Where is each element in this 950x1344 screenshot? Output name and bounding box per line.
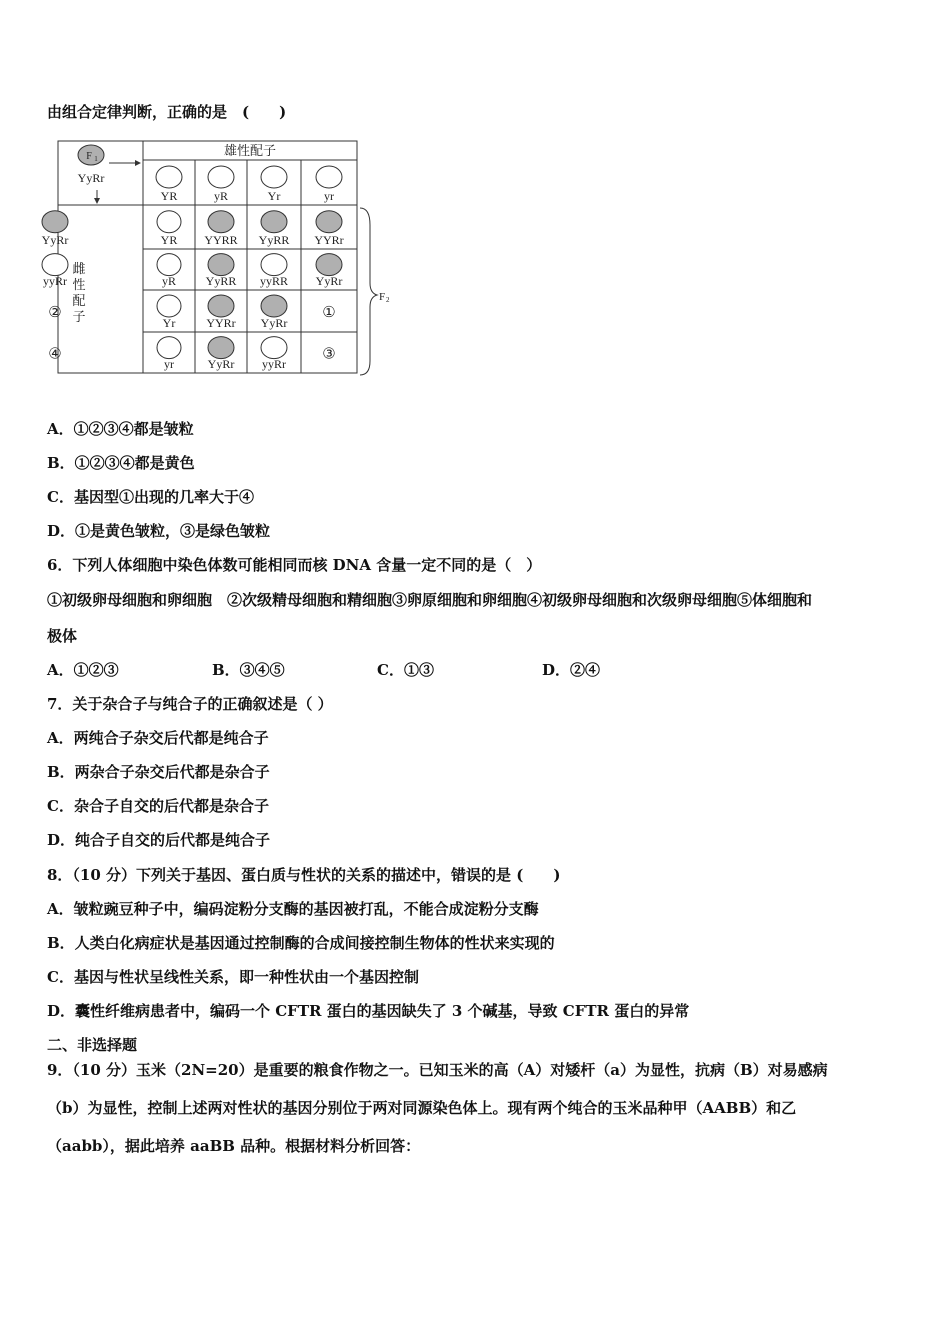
blank-cell-number: ④ [48, 346, 62, 363]
q7-option-b: B．两杂合子杂交后代都是杂合子 [47, 763, 270, 781]
q9-line3: （aabb），据此培养 aaBB 品种。根据材料分析回答： [47, 1137, 421, 1155]
arrow-right-head [135, 160, 141, 166]
f1-label: F [86, 151, 92, 162]
male-gamete-circle [208, 166, 234, 188]
q6-option-d: D．②④ [542, 661, 601, 679]
male-gamete-circle [156, 166, 182, 188]
f2-label: F [379, 291, 386, 303]
female-gamete-circle [157, 337, 181, 359]
offspring-genotype: yyRr [262, 357, 286, 371]
arrow-down-head [94, 198, 100, 204]
q5-option-c: C．基因型①出现的几率大于④ [47, 488, 254, 506]
female-gamete-header-char: 雌 [72, 261, 86, 276]
q5-option-d: D．①是黄色皱粒，③是绿色皱粒 [47, 522, 271, 540]
blank-cell-number: ② [48, 305, 62, 321]
male-gamete-label: YR [160, 189, 178, 203]
section-title: 二、非选择题 [47, 1036, 138, 1054]
offspring-circle [261, 211, 287, 233]
offspring-genotype: yyRr [43, 274, 67, 288]
offspring-genotype: YyRR [205, 274, 237, 288]
offspring-genotype: YYRr [314, 233, 344, 247]
offspring-circle [316, 211, 342, 233]
q9-line2: （b）为显性，控制上述两对性状的基因分别位于两对同源染色体上。现有两个纯合的玉米品种甲（AABB）和乙 [47, 1099, 797, 1117]
offspring-circle [208, 337, 234, 359]
offspring-circle [42, 254, 68, 276]
f2-brace [360, 208, 377, 375]
female-gamete-circle [157, 211, 181, 233]
male-gamete-header: 雄性配子 [223, 143, 277, 158]
q5-option-b: B．①②③④都是黄色 [47, 454, 195, 472]
male-gamete-label: yR [213, 189, 229, 203]
offspring-genotype: YyRR [258, 233, 290, 247]
offspring-circle [261, 254, 287, 276]
female-gamete-label: Yr [162, 316, 176, 330]
female-gamete-header-char: 配 [72, 293, 86, 308]
q9-line1: 9．（10 分）玉米（2N=20）是重要的粮食作物之一。已知玉米的高（A）对矮杆（a）为显性，抗病（B）对易感病 [47, 1061, 828, 1079]
q5-intro: 由组合定律判断，正确的是 ( ) [47, 103, 287, 121]
female-gamete-label: yR [161, 274, 177, 288]
q6-option-b: B．③④⑤ [212, 661, 285, 679]
f1-subscript: 1 [94, 155, 98, 163]
q8-stem: 8．（10 分）下列关于基因、蛋白质与性状的关系的描述中，错误的是 ( ) [47, 866, 561, 884]
q8-option-b: B．人类白化病症状是基因通过控制酶的合成间接控制生物体的性状来实现的 [47, 934, 555, 952]
q7-stem: 7．关于杂合子与纯合子的正确叙述是（ ） [47, 695, 333, 713]
male-gamete-circle [316, 166, 342, 188]
male-gamete-circle [261, 166, 287, 188]
q6-items-line1: ①初级卵母细胞和卵细胞 ②次级精母细胞和精细胞③卵原细胞和卵细胞④初级卵母细胞和次级卵母细胞⑤体细胞和 [47, 591, 813, 609]
q8-option-a: A．皱粒豌豆种子中，编码淀粉分支酶的基因被打乱，不能合成淀粉分支酶 [47, 900, 539, 918]
offspring-genotype: YyRr [260, 316, 288, 330]
offspring-circle [261, 337, 287, 359]
male-gamete-label: yr [324, 189, 334, 203]
q7-option-c: C．杂合子自交的后代都是杂合子 [47, 797, 269, 815]
offspring-circle [208, 254, 234, 276]
female-gamete-label: YR [160, 233, 178, 247]
offspring-circle [316, 254, 342, 276]
q8-option-c: C．基因与性状呈线性关系，即一种性状由一个基因控制 [47, 968, 419, 986]
offspring-genotype: YyRr [207, 357, 235, 371]
female-gamete-header-char: 性 [72, 277, 86, 292]
offspring-circle [208, 211, 234, 233]
female-gamete-label: yr [164, 357, 174, 371]
blank-cell-number: ③ [322, 346, 336, 363]
offspring-circle [208, 295, 234, 317]
female-gamete-header-char: 子 [72, 309, 86, 324]
q7-option-d: D．纯合子自交的后代都是纯合子 [47, 831, 271, 849]
offspring-circle [261, 295, 287, 317]
male-gamete-label: Yr [267, 189, 281, 203]
q8-option-d: D．囊性纤维病患者中，编码一个 CFTR 蛋白的基因缺失了 3 个碱基，导致 CFTR 蛋白的异常 [47, 1002, 690, 1020]
offspring-circle [42, 211, 68, 233]
offspring-genotype: YyRr [41, 233, 69, 247]
q6-option-a: A．①②③ [47, 661, 119, 679]
offspring-genotype: YYRR [204, 233, 238, 247]
q5-option-a: A．①②③④都是皱粒 [47, 420, 194, 438]
q6-items-line2: 极体 [47, 627, 78, 645]
q6-options [47, 660, 600, 680]
f1-genotype: YyRr [77, 171, 105, 185]
q6-stem: 6．下列人体细胞中染色体数可能相同而核 DNA 含量一定不同的是（ ） [47, 556, 542, 574]
q7-option-a: A．两纯合子杂交后代都是纯合子 [47, 729, 269, 747]
female-gamete-circle [157, 295, 181, 317]
f2-subscript: 2 [386, 296, 390, 304]
punnett-square-figure [41, 135, 415, 385]
blank-cell-number: ① [322, 305, 336, 321]
punnett-content [42, 143, 390, 375]
female-gamete-circle [157, 254, 181, 276]
offspring-genotype: yyRR [259, 274, 289, 288]
q6-option-c: C．①③ [377, 661, 434, 679]
offspring-genotype: YyRr [315, 274, 343, 288]
offspring-genotype: YYRr [206, 316, 236, 330]
